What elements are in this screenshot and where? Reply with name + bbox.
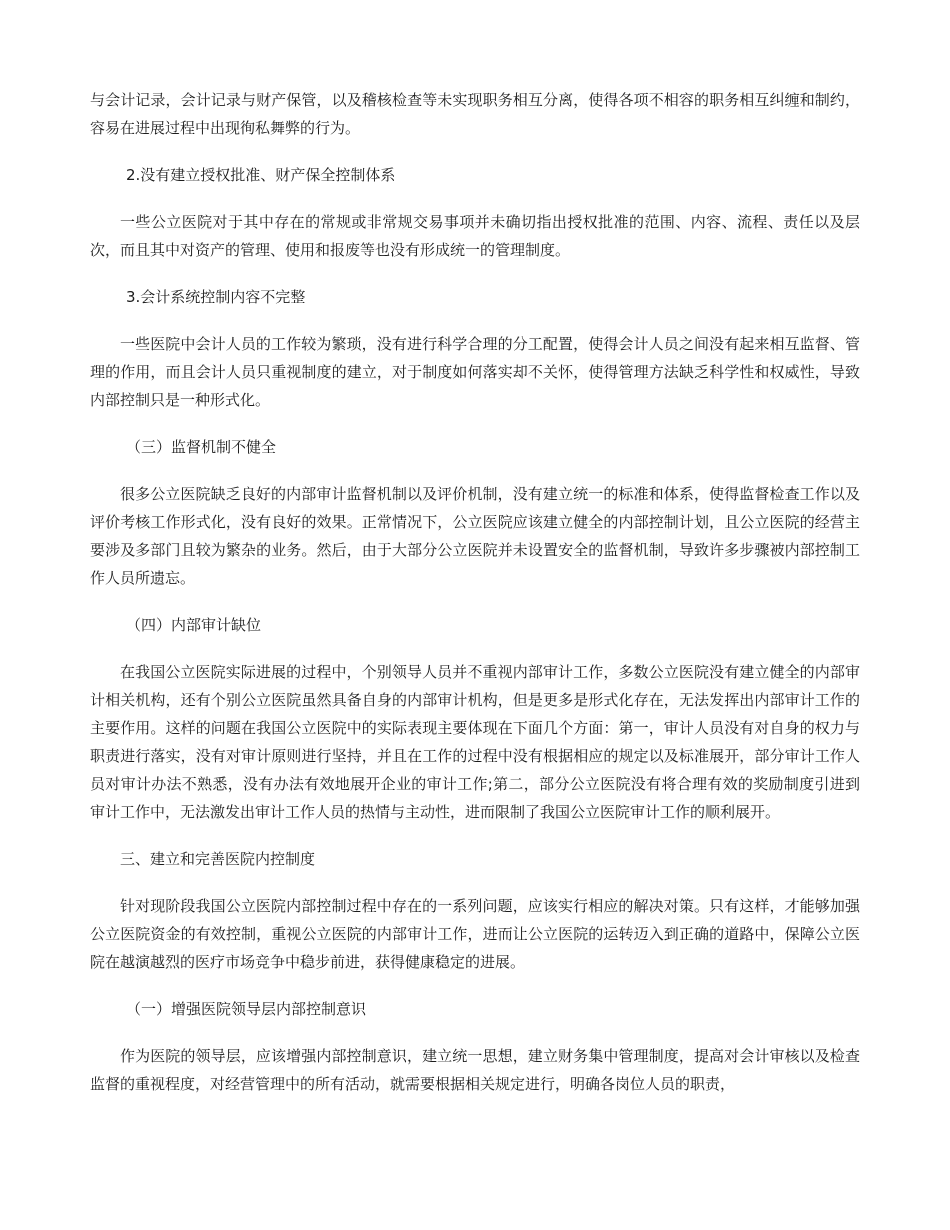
paragraph-continued: 与会计记录，会计记录与财产保管，以及稽核检查等未实现职务相互分离，使得各项不相容的职务相互纠缠和制约，容易在进展过程中出现徇私舞弊的行为。 — [90, 91, 860, 137]
section-heading-2: 2.没有建立授权批准、财产保全控制体系 — [126, 166, 396, 184]
paragraph-supervision: 很多公立医院缺乏良好的内部审计监督机制以及评价机制，没有建立统一的标准和体系，使得监督检查工作以及评价考核工作形式化，没有良好的效果。正常情况下，公立医院应该建立健全的内部控制计划，且公立医院的经营主要涉及多部门且较为繁杂的业务。然后，由于大部分公立医院并未设置安全的监督机制，导致许多步骤被内部控制工作人员所遗忘。 — [90, 485, 860, 587]
paragraph-accounting-control: 一些医院中会计人员的工作较为繁琐，没有进行科学合理的分工配置，使得会计人员之间没有起来相互监督、管理的作用，而且会计人员只重视制度的建立，对于制度如何落实却不关怀，使得管理方法缺乏科学性和权威性，导致内部控制只是一种形式化。 — [90, 335, 860, 409]
chapter-heading-3: 三、建立和完善医院内控制度 — [120, 850, 316, 868]
paragraph-countermeasures: 针对现阶段我国公立医院内部控制过程中存在的一系列问题，应该实行相应的解决对策。只有这样，才能够加强公立医院资金的有效控制，重视公立医院的内部审计工作，进而让公立医院的运转迈入到正确的道路中，保障公立医院在越演越烈的医疗市场竞争中稳步前进，获得健康稳定的进展。 — [90, 897, 860, 971]
section-heading-supervision: （三）监督机制不健全 — [126, 438, 277, 456]
paragraph-internal-audit: 在我国公立医院实际进展的过程中，个别领导人员并不重视内部审计工作，多数公立医院没有建立健全的内部审计相关机构，还有个别公立医院虽然具备自身的内部审计机构，但是更多是形式化存在，无法发挥出内部审计工作的主要作用。这样的问题在我国公立医院中的实际表现主要体现在下面几个方面：第一，审计人员没有对自身的权力与职责进行落实，没有对审计原则进行坚持，并且在工作的过程中没有根据相应的规定以及标准展开，部分审计工作人员对审计办法不熟悉，没有办法有效地展开企业的审计工作;第二，部分公立医院没有将合理有效的奖励制度引进到审计工作中，无法激发出审计工作人员的热情与主动性，进而限制了我国公立医院审计工作的顺利展开。 — [90, 663, 860, 821]
paragraph-authorization: 一些公立医院对于其中存在的常规或非常规交易事项并未确切指出授权批准的范围、内容、流程、责任以及层次，而且其中对资产的管理、使用和报废等也没有形成统一的管理制度。 — [90, 213, 860, 259]
section-heading-leadership: （一）增强医院领导层内部控制意识 — [126, 1000, 367, 1018]
document-body — [90, 86, 860, 1117]
section-heading-3: 3.会计系统控制内容不完整 — [126, 288, 306, 306]
section-heading-internal-audit: （四）内部审计缺位 — [126, 616, 262, 634]
paragraph-leadership: 作为医院的领导层，应该增强内部控制意识，建立统一思想，建立财务集中管理制度，提高对会计审核以及检查监督的重视程度，对经营管理中的所有活动，就需要根据相关规定进行，明确各岗位人员的职责， — [90, 1047, 860, 1093]
